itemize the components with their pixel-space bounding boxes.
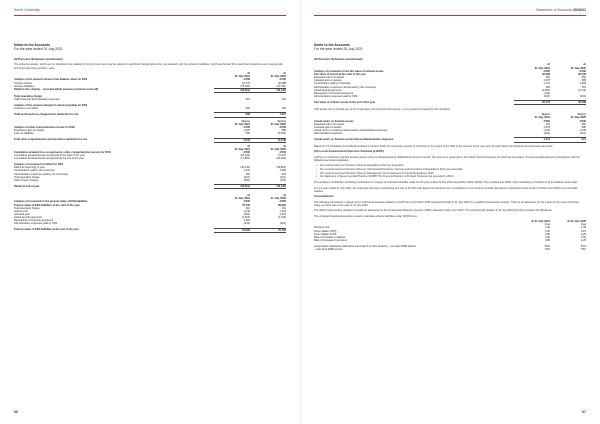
row-label: Deficit in the scheme – recorded within pension provisions (note 22)	[14, 88, 99, 92]
row-label: Interest cost	[14, 209, 29, 213]
legislation-item: • the Local Government Pension Scheme (Transitional Provisions, Savings and Amendment) Regulations 2014 (as amended)	[320, 168, 586, 171]
row-value-prior: (4,518)	[250, 138, 286, 142]
notes-title	[314, 43, 363, 52]
col-date: 31 July 2020	[270, 122, 286, 126]
page-number: 66	[14, 410, 18, 414]
header-rule	[14, 15, 286, 16]
row-label: Administration expenses paid by KSS	[314, 95, 358, 99]
col-unit: £'000	[579, 119, 586, 123]
row-value-current: 55%	[544, 244, 550, 248]
col-date: 31 July 2021	[234, 122, 250, 126]
col-unit: £'000	[579, 69, 586, 73]
row-value-current: 3.00	[544, 235, 550, 239]
col-at: At	[283, 194, 286, 198]
row-label: Total operating charge	[14, 175, 40, 179]
row-value-prior: (261)	[279, 175, 286, 179]
row-value-current: 32,779	[242, 81, 250, 85]
table-title: Analysis of movement in the fair value of scheme assets	[314, 69, 384, 73]
row-label: Total profit and loss charge before deduction for tax	[14, 112, 79, 116]
top-header	[314, 8, 586, 14]
row-value-prior: (40,142)	[250, 185, 286, 189]
row-value-current: 1,447	[543, 82, 550, 86]
row-value-current: (70,600)	[240, 84, 250, 88]
actual-return-table	[314, 113, 586, 142]
row-label: Actual return on Scheme assets before administration expenses	[314, 137, 394, 141]
row-value-current: (316)	[243, 222, 250, 226]
row-value-prior: 985	[581, 125, 586, 129]
col-date: 31 July 2021	[234, 197, 250, 201]
col-at: At	[547, 63, 550, 67]
row-value-current: (38,821)	[214, 88, 250, 92]
row-label: Actuarial gain on assets	[314, 79, 342, 83]
table-title: Total operating charge	[14, 95, 42, 99]
row-value-current: (1,082)	[541, 88, 550, 92]
row-value-current: 316	[245, 206, 250, 210]
row-label: Commutation allowance (Members commute % of their pension) – pre-April 2008 service	[314, 244, 416, 248]
row-value-current: (952)	[243, 212, 250, 216]
row-value-prior: (20,423)	[276, 157, 286, 161]
row-value-current: (592)	[243, 178, 250, 182]
right-page	[300, 0, 600, 424]
row-value-prior: 1.35	[580, 226, 586, 230]
row-label: Contributions paid by University	[314, 82, 351, 86]
col-year: Year to	[577, 113, 586, 117]
table-total-row	[314, 138, 586, 142]
col-year: Year to	[277, 119, 286, 123]
col-at: At	[283, 144, 286, 148]
col-unit: £'000	[243, 125, 250, 129]
row-label: Other finance charge	[14, 178, 39, 182]
table-title: Actual return on Scheme assets	[314, 119, 354, 123]
row-label: Actual return on Scheme assets before administration expenses	[314, 129, 388, 133]
col-at: At	[583, 63, 586, 67]
intro-paragraph: The scheme's assets, which are not intended to be realised in the short term and may be subject to significant change before they are realised, and the scheme's liabilities, which are derived from cash flow projections over long periods and thus inherently uncertain, were:	[14, 63, 283, 70]
row-value-prior: (40,142)	[250, 88, 286, 92]
table-title: Analysis of movement in the present value of KSS liabilities	[14, 200, 88, 204]
lgps-title: (iii) Local Government Pension Scheme (LGPS)	[314, 149, 384, 154]
row-value-prior: 30,588	[278, 81, 286, 85]
notes-period: For the year ended 31 July 2021	[314, 47, 363, 52]
row-value-prior: 5,603	[279, 212, 286, 216]
assets-note: KSS assets do not include any of the University's own financial instruments, or any property occupied by the University.	[314, 107, 451, 111]
col-date: 31 July 2021	[234, 75, 250, 79]
row-value-current: 316	[245, 98, 250, 102]
row-value-prior: 75%	[580, 247, 586, 251]
employer-contribution-paragraph: The employer contribution (including contributions in respect of unfunded benefits) made for the year ended 31 July 2021 was £151k (2020: £224k). This includes £nil (2020: £nil) outstanding contributions at the balance sheet date.	[314, 181, 578, 185]
row-value-prior: (766)	[279, 178, 286, 182]
row-value-prior: 2.25	[580, 232, 586, 236]
legislation-item: • the Statement of Recommended Practice (SORP) The Financial Reports of Pension Schemes (as amended in 2014)	[320, 175, 586, 178]
row-value-current: (20,423)	[240, 154, 250, 158]
col-unit: £'000	[543, 119, 550, 123]
row-value-prior: 650	[581, 76, 586, 80]
row-value-prior: 650	[581, 122, 586, 126]
row-value-prior: (5,503)	[277, 132, 286, 136]
row-value-prior: 261	[281, 98, 286, 102]
row-value-prior: 1,418	[279, 209, 286, 213]
row-label: Administration expenses	[314, 132, 343, 136]
contribution-rate-paragraph: For the year ended 31 July 2021, the University has been contributing at a rate of 34.40% with agreed annual lump-sum contributions to the scheme of £nil/k. Employee contributions were levied at 6.50% and 5.80% of pensionable salaries.	[314, 186, 578, 193]
row-label: Actuarial gain	[14, 212, 30, 216]
row-value-prior: 261	[281, 206, 286, 210]
row-value-current: 3.30	[544, 229, 550, 233]
assumptions-intro: The principal financial assumptions used to calculate scheme liabilities under FRS102 are:	[314, 214, 418, 218]
row-value-prior: 3.65	[580, 235, 586, 239]
col-unit: £'000	[243, 200, 250, 204]
notes-title	[14, 43, 63, 52]
table-title: Analysis of movement in deficit for KSS	[14, 163, 64, 167]
row-value-prior: 1,383	[579, 82, 586, 86]
page-number: 67	[582, 410, 586, 414]
notes-period: For the year ended 31 July 2021	[14, 47, 63, 52]
row-value-current: 30,588	[542, 72, 550, 76]
row-value-current: 592	[245, 107, 250, 111]
row-value-prior: (261)	[579, 95, 586, 99]
row-value-current: (38,821)	[214, 185, 250, 189]
table-total-row	[314, 248, 586, 251]
row-label: Total operating charge	[14, 206, 40, 210]
col-date: At 31 July 2021	[531, 220, 550, 224]
top-header	[14, 8, 286, 14]
row-value-prior: (1,119)	[277, 216, 286, 220]
row-label: Administration expenses paid by KSS	[14, 222, 58, 226]
row-value-current: 75%	[544, 247, 550, 251]
col-date: 31 July 2020	[570, 116, 586, 120]
col-at: At	[247, 194, 250, 198]
fair-value-table	[314, 63, 586, 105]
row-label: Fair value of assets at the start of the year	[314, 72, 366, 76]
col-unit: £'000	[243, 78, 250, 82]
col-unit: £'000	[279, 125, 286, 129]
col-unit: %pa	[544, 223, 550, 227]
col-year: Year to	[241, 119, 250, 123]
row-label: Administration expenses reimbursed by the University	[314, 85, 376, 89]
col-unit: £'000	[279, 200, 286, 204]
row-label: Rate of increase in salaries	[314, 235, 346, 239]
header-rule	[314, 15, 586, 16]
row-label: Recognition of insured pensioners	[314, 91, 354, 95]
doc-title	[536, 8, 586, 12]
col-year: Year to	[541, 113, 550, 117]
col-unit: £'000	[279, 151, 286, 155]
row-label: Price inflation (CPI)	[314, 232, 337, 236]
table-title: Cumulative actuarial loss recognised as other comprehensive income for KSS	[14, 151, 111, 155]
gmp-paragraph: The 2019 formal funding valuation included an allowance for the Guaranteed Minimum Pension (GMP) indexation within the LGPS. The (cited formal) position at 31 July 2021 therefore includes this allowance.	[314, 209, 553, 213]
row-value-prior: 3.15	[580, 229, 586, 233]
row-value-current: 454	[545, 122, 550, 126]
row-value-current: (316)	[243, 175, 250, 179]
row-label: Experience gain on assets	[14, 129, 45, 133]
col-unit: %pa	[580, 223, 586, 227]
row-value-current: 1,462	[543, 91, 550, 95]
row-label: Staff costs and administrative expenses	[14, 98, 60, 102]
col-date: 31 July 2020	[270, 147, 286, 151]
row-value-current: 2.80	[544, 232, 550, 236]
contributions-note: Based on the Schedule of Contributions dated 3 October 2018, the University expects to contribute in the region of £1,700k to the scheme in the next year, through deficit contributions and expenses payments.	[314, 144, 554, 148]
row-value-current: 2,114	[514, 138, 550, 142]
row-value-current: 32,779	[514, 101, 550, 105]
row-value-current: 1.60	[544, 226, 550, 230]
row-value-current: 250	[545, 85, 550, 89]
row-label: – post-April 2008 service	[314, 247, 343, 251]
col-date: 31 July 2020	[270, 197, 286, 201]
row-value-current: 2,532	[214, 138, 250, 142]
row-label: Present value of KSS liabilities at the start of the year	[14, 203, 80, 207]
row-value-current: 556	[245, 132, 250, 136]
row-label: Cumulative actuarial losses recognised at the start of the year	[14, 154, 85, 158]
row-value-prior: (261)	[279, 222, 286, 226]
row-value-prior: 974	[550, 138, 586, 142]
row-value-prior: 29,728	[578, 72, 586, 76]
row-value-current: 250	[245, 172, 250, 176]
row-value-prior: 261	[281, 172, 286, 176]
row-label: Administration expenses paid by the University	[14, 172, 68, 176]
org-name: Keele University	[14, 8, 40, 12]
row-label: Deficit at beginning of year	[14, 166, 45, 170]
row-value-current: 1,976	[243, 129, 250, 133]
col-at: At	[283, 72, 286, 76]
row-value-prior: 985	[581, 79, 586, 83]
kss-balance-table	[14, 72, 286, 233]
row-value-current: (40,142)	[240, 166, 250, 170]
row-value-current: (316)	[543, 95, 550, 99]
notes-title-text: Notes to the Accounts	[314, 43, 350, 47]
row-value-current: 70,600	[214, 228, 250, 232]
right-content	[314, 58, 586, 251]
row-value-prior: 66,350	[278, 203, 286, 207]
row-value-current: 2,430	[543, 129, 550, 133]
col-date: At 31 July 2020	[567, 220, 586, 224]
row-value-current: 1,976	[543, 79, 550, 83]
row-value-prior: 2.25	[580, 238, 586, 242]
row-label: Expected return on assets	[314, 122, 345, 126]
row-label: Rate of increase of pensions	[314, 238, 347, 242]
row-label: Deficit at end of year	[14, 184, 40, 188]
table-title: Analysis of other comprehensive income for KSS	[14, 125, 75, 129]
row-label: Interest on net deficit	[14, 107, 39, 111]
row-value-prior: 50%	[580, 244, 586, 248]
row-label: Actual benefit payments	[314, 88, 342, 92]
table-total-row	[314, 101, 586, 105]
row-value-current: 1,447	[243, 169, 250, 173]
row-label: Scheme assets	[14, 81, 32, 85]
col-date: 31 July 2021	[534, 66, 550, 70]
legislation-item: • the Local Government Pension Scheme (Management and Investment of Funds) Regulations 2016	[320, 172, 586, 175]
col-date: 31 July 2020	[570, 66, 586, 70]
row-value-current: 1,046	[243, 209, 250, 213]
col-unit: £'000	[279, 78, 286, 82]
row-value-prior: 30,588	[550, 101, 586, 105]
row-label: Actual benefit payments	[14, 216, 42, 220]
row-value-current: 908	[214, 113, 250, 117]
row-value-current: (316)	[543, 132, 550, 136]
row-label: Fair value of scheme assets at the end of the year	[314, 100, 376, 104]
col-unit: £'000	[243, 151, 250, 155]
doc-prefix: Statement of Accounts	[536, 8, 572, 12]
col-at: At	[247, 72, 250, 76]
lgps-paragraph: LGPS is a contributory defined benefit pension scheme administered by Staffordshire County Council. The scheme is governed by the Public Service Pensions Act 2013 (as amended). The fund is administered in accordance with the following secondary legislation:	[314, 155, 581, 163]
row-value-current: (1,004)	[241, 216, 250, 220]
row-label: Total other comprehensive income before deduction for tax	[14, 138, 88, 142]
row-value-prior: (261)	[579, 132, 586, 136]
row-label: Expected return on assets	[314, 76, 345, 80]
col-at: At	[247, 144, 250, 148]
col-unit: £'000	[543, 69, 550, 73]
row-label: Actuarial gain on assets	[314, 125, 342, 129]
row-label: Contributions paid by the University	[14, 169, 55, 173]
row-label: Present value of KSS liabilities at the end of the year	[14, 228, 79, 232]
doc-year: 2020/21	[573, 8, 586, 12]
valuation-paragraph: The following information is based upon a full formal actuarial valuation of LGPS as at 31 March 2019 projected forward to 31 July 2021 by a qualified independent actuary. There is an allowance for the impact of the recent McCloud ruling, as there was in the year to 31 July 2020.	[314, 200, 579, 207]
legislation-item: • the Local Government Pension Scheme Regulations 2013 (as amended)	[320, 164, 586, 167]
table-title: Analysis of the amount charged to interest payable for KSS	[14, 104, 88, 108]
col-date: 31 July 2021	[534, 116, 550, 120]
row-value-prior: 766	[281, 107, 286, 111]
left-content	[14, 58, 286, 233]
row-label: Cumulative actuarial losses recognised at the end of the year	[14, 157, 85, 161]
row-value-current: (17,891)	[240, 157, 250, 161]
row-label: Discount rate	[314, 226, 330, 230]
table-title: Analysis of the amount shown in the balance sheet for KSS	[14, 78, 88, 82]
row-value-current: 1,976	[543, 125, 550, 129]
row-value-prior: (1,119)	[577, 88, 586, 92]
notes-title-text: Notes to the Accounts	[14, 43, 50, 47]
row-label: Recognition of insured pensioners	[14, 219, 54, 223]
legislation-list	[314, 164, 586, 178]
row-value-prior: 1,027	[250, 113, 286, 117]
row-value-prior: 70,730	[250, 228, 286, 232]
assumptions-table	[314, 220, 586, 251]
row-value-current: 1,462	[243, 219, 250, 223]
col-date: 31 July 2021	[234, 147, 250, 151]
row-value-prior: (35,881)	[276, 166, 286, 170]
row-value-prior: (70,730)	[276, 84, 286, 88]
section-title: 32 Pension Schemes (continued)	[314, 57, 363, 61]
table-total-row	[14, 228, 286, 232]
row-label: Loss on liabilities	[14, 132, 34, 136]
row-value-current: 2.80	[544, 238, 550, 242]
row-value-current: 454	[545, 76, 550, 80]
section-title: 32 Pension Schemes (continued)	[14, 57, 63, 61]
row-value-prior: 15,237	[278, 154, 286, 158]
row-value-prior: 261	[581, 85, 586, 89]
row-label: Price inflation (RPI)	[314, 229, 337, 233]
row-value-prior: 1,235	[579, 129, 586, 133]
row-value-prior: 985	[281, 129, 286, 133]
col-date: 31 July 2020	[270, 75, 286, 79]
row-label: Scheme liabilities	[14, 84, 35, 88]
row-value-prior: 1,383	[279, 169, 286, 173]
assumptions-title: Assumptions	[314, 194, 334, 199]
row-value-current: 70,730	[242, 203, 250, 207]
